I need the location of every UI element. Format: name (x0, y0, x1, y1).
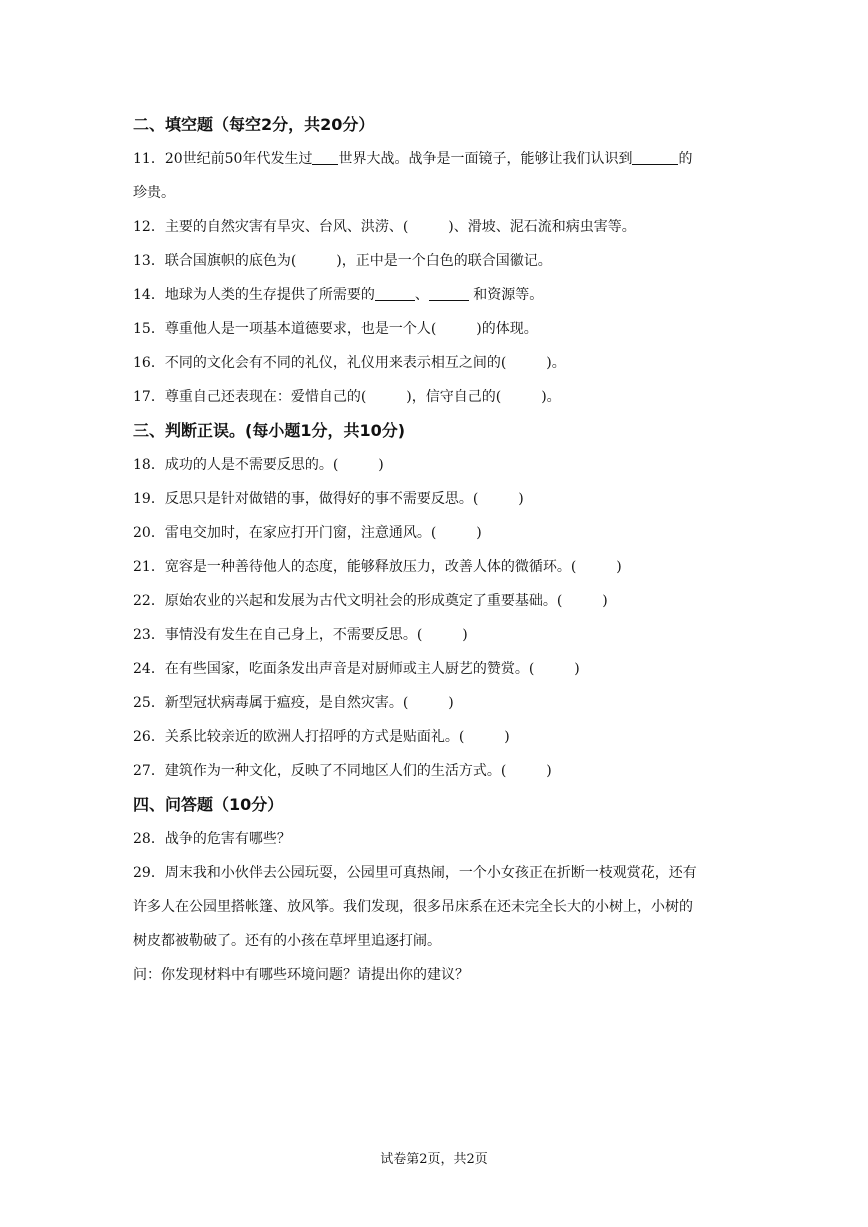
question-text: 珍贵。 (133, 185, 175, 201)
question-text: 18．成功的人是不需要反思的。( (133, 457, 339, 473)
question-text: 的 (678, 151, 693, 167)
question-20 (133, 516, 753, 550)
question-28 (133, 822, 753, 856)
question-text: 13．联合国旗帜的底色为( (133, 253, 297, 269)
question-text: 世界大战。战争是一面镜子，能够让我们认识到 (338, 151, 633, 167)
question-text: 许多人在公园里搭帐篷、放风筝。我们发现，很多吊床系在还未完全长大的小树上，小树的 (133, 899, 693, 915)
question-14 (133, 278, 753, 312)
question-18 (133, 448, 753, 482)
exam-content (133, 108, 753, 992)
question-text: 22．原始农业的兴起和发展为古代文明社会的形成奠定了重要基础。( (133, 593, 563, 609)
question-22 (133, 584, 753, 618)
question-text: 21．宽容是一种善待他人的态度，能够释放压力，改善人体的微循环。( (133, 559, 577, 575)
question-11-continued (133, 176, 753, 210)
question-29-line-2 (133, 890, 753, 924)
question-text: 26．关系比较亲近的欧洲人打招呼的方式是贴面礼。( (133, 729, 465, 745)
question-text: 12．主要的自然灾害有旱灾、台风、洪涝、( (133, 219, 409, 235)
question-text: ) (476, 525, 482, 541)
question-text: 29．周末我和小伙伴去公园玩耍，公园里可真热闹，一个小女孩正在折断一枝观赏花，还有 (133, 865, 697, 881)
question-text: 树皮都被勒破了。还有的小孩在草坪里追逐打闹。 (133, 933, 441, 949)
question-text: ) (546, 763, 552, 779)
question-text: ) (518, 491, 524, 507)
question-text: ) (448, 695, 454, 711)
section-heading-questions: 四、问答题（10分） (133, 795, 284, 814)
question-text: 、 (414, 287, 429, 303)
page-footer: 试卷第2页，共2页 (380, 1152, 488, 1167)
question-29-line-1 (133, 856, 753, 890)
question-text: 19．反思只是针对做错的事，做得好的事不需要反思。( (133, 491, 479, 507)
question-text: )的体现。 (476, 321, 538, 337)
question-text: 20．雷电交加时，在家应打开门窗，注意通风。( (133, 525, 437, 541)
question-13 (133, 244, 753, 278)
answer-blank[interactable] (375, 286, 415, 301)
question-text: )。 (546, 355, 566, 371)
question-12 (133, 210, 753, 244)
section-heading-fill-blank: 二、填空题（每空2分，共20分） (133, 115, 375, 134)
question-text: ) (616, 559, 622, 575)
question-text: )，正中是一个白色的联合国徽记。 (336, 253, 552, 269)
question-text: 15．尊重他人是一项基本道德要求，也是一个人( (133, 321, 437, 337)
question-16 (133, 346, 753, 380)
question-text: 25．新型冠状病毒属于瘟疫，是自然灾害。( (133, 695, 409, 711)
question-text: )，信守自己的( (406, 389, 502, 405)
question-15 (133, 312, 753, 346)
question-19 (133, 482, 753, 516)
question-25 (133, 686, 753, 720)
question-26 (133, 720, 753, 754)
question-29-ask (133, 958, 753, 992)
question-text: ) (574, 661, 580, 677)
question-text: 17．尊重自己还表现在：爱惜自己的( (133, 389, 367, 405)
question-17 (133, 380, 753, 414)
question-text: 14．地球为人类的生存提供了所需要的 (133, 287, 375, 303)
question-text: ) (504, 729, 510, 745)
question-text: ) (602, 593, 608, 609)
question-text: )、滑坡、泥石流和病虫害等。 (448, 219, 636, 235)
question-11 (133, 142, 753, 176)
answer-blank[interactable] (429, 286, 469, 301)
question-text: ) (378, 457, 384, 473)
question-text: 27．建筑作为一种文化，反映了不同地区人们的生活方式。( (133, 763, 507, 779)
question-text: )。 (541, 389, 561, 405)
question-text: 16．不同的文化会有不同的礼仪，礼仪用来表示相互之间的( (133, 355, 507, 371)
section-heading-true-false: 三、判断正误。(每小题1分，共10分) (133, 421, 406, 440)
question-text: 11．20世纪前50年代发生过 (133, 151, 313, 167)
question-text: 24．在有些国家，吃面条发出声音是对厨师或主人厨艺的赞赏。( (133, 661, 535, 677)
answer-blank[interactable] (312, 150, 338, 165)
question-text: 问：你发现材料中有哪些环境问题？请提出你的建议？ (133, 967, 469, 983)
question-21 (133, 550, 753, 584)
question-24 (133, 652, 753, 686)
question-text: 23．事情没有发生在自己身上，不需要反思。( (133, 627, 423, 643)
question-text: 和资源等。 (468, 287, 544, 303)
answer-blank[interactable] (632, 150, 678, 165)
question-29-line-3 (133, 924, 753, 958)
question-23 (133, 618, 753, 652)
question-27 (133, 754, 753, 788)
question-text: ) (462, 627, 468, 643)
question-text: 28．战争的危害有哪些？ (133, 831, 291, 847)
